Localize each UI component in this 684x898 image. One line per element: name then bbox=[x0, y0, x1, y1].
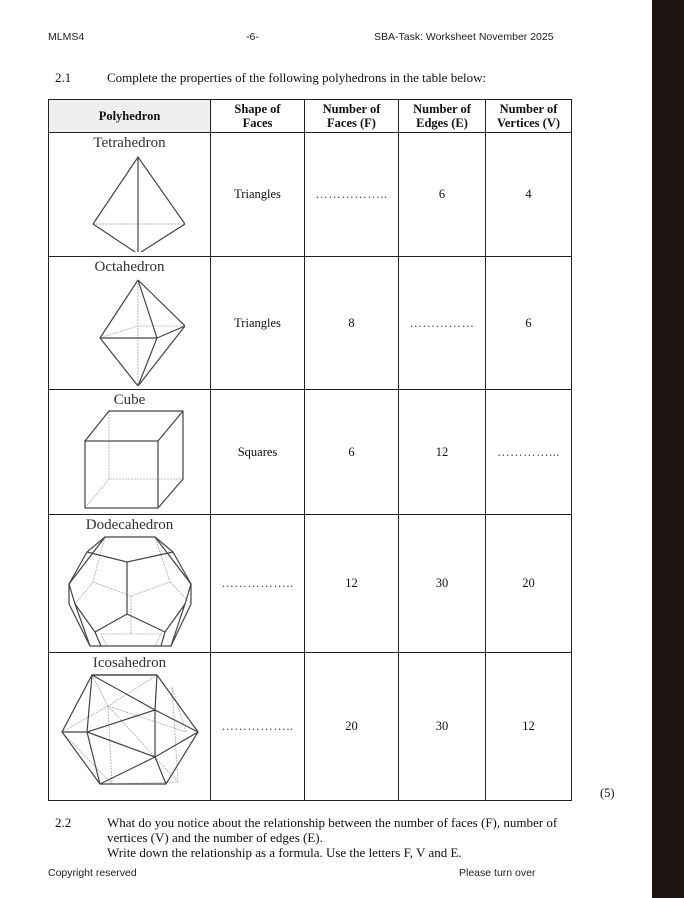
polyhedron-cell bbox=[49, 653, 211, 801]
faces-answer-blank[interactable]: …………….. bbox=[305, 133, 399, 257]
table-row bbox=[49, 515, 572, 653]
question-2-2-number: 2.2 bbox=[55, 815, 72, 830]
edges-answer-blank[interactable]: …………… bbox=[399, 257, 486, 390]
faces-cell: 12 bbox=[305, 515, 399, 653]
cube-icon bbox=[75, 409, 185, 509]
octahedron-icon bbox=[75, 276, 185, 386]
polyhedron-cell bbox=[49, 133, 211, 257]
tetrahedron-icon bbox=[75, 152, 185, 252]
faces-cell: 8 bbox=[305, 257, 399, 390]
column-header-edges: Number of Edges (E) bbox=[399, 100, 486, 133]
footer-copyright: Copyright reserved bbox=[48, 867, 137, 879]
polyhedron-name: Icosahedron bbox=[92, 655, 167, 671]
vertices-cell: 12 bbox=[486, 653, 572, 801]
edges-cell: 12 bbox=[399, 390, 486, 515]
shape-answer-blank[interactable]: …………….. bbox=[211, 653, 305, 801]
polyhedron-cell bbox=[49, 390, 211, 515]
edges-cell: 6 bbox=[399, 133, 486, 257]
table-row bbox=[49, 390, 572, 515]
polyhedron-name: Dodecahedron bbox=[85, 517, 174, 533]
question-2-2-line1: What do you notice about the relationship between the number of faces (F), number of bbox=[107, 815, 558, 830]
column-header-vertices: Number of Vertices (V) bbox=[486, 100, 572, 133]
edges-cell: 30 bbox=[399, 653, 486, 801]
table-header-row bbox=[49, 100, 572, 133]
polyhedron-cell bbox=[49, 515, 211, 653]
dodecahedron-icon bbox=[65, 534, 195, 649]
header-code: MLMS4 bbox=[48, 31, 85, 43]
faces-cell: 6 bbox=[305, 390, 399, 515]
table-row bbox=[49, 257, 572, 390]
question-2-1-text: Complete the properties of the following polyhedrons in the table below: bbox=[107, 70, 487, 85]
shape-of-faces-cell: Triangles bbox=[211, 133, 305, 257]
faces-cell: 20 bbox=[305, 653, 399, 801]
question-2-2-line3: Write down the relationship as a formula. Use the letters F, V and E. bbox=[107, 845, 462, 860]
vertices-answer-blank[interactable]: …………... bbox=[486, 390, 572, 515]
vertices-cell: 6 bbox=[486, 257, 572, 390]
page-edge-shadow bbox=[652, 0, 684, 898]
polyhedron-cell bbox=[49, 257, 211, 390]
footer-turn-over: Please turn over bbox=[459, 867, 536, 879]
column-header-polyhedron: Polyhedron bbox=[49, 100, 211, 133]
question-2-1-number: 2.1 bbox=[55, 70, 72, 85]
shape-of-faces-cell: Squares bbox=[211, 390, 305, 515]
column-header-faces: Number of Faces (F) bbox=[305, 100, 399, 133]
shape-of-faces-cell: Triangles bbox=[211, 257, 305, 390]
shape-answer-blank[interactable]: …………….. bbox=[211, 515, 305, 653]
icosahedron-icon bbox=[60, 672, 200, 790]
question-2-1-marks: (5) bbox=[600, 786, 615, 800]
vertices-cell: 4 bbox=[486, 133, 572, 257]
vertices-cell: 20 bbox=[486, 515, 572, 653]
edges-cell: 30 bbox=[399, 515, 486, 653]
table-row bbox=[49, 133, 572, 257]
column-header-shape: Shape of Faces bbox=[211, 100, 305, 133]
table-row bbox=[49, 653, 572, 801]
question-2-2-line2: vertices (V) and the number of edges (E). bbox=[107, 830, 323, 845]
polyhedron-name: Tetrahedron bbox=[93, 135, 166, 151]
polyhedron-name: Octahedron bbox=[94, 259, 165, 275]
header-title: SBA-Task: Worksheet November 2025 bbox=[374, 31, 554, 43]
header-page-number: -6- bbox=[246, 31, 259, 43]
polyhedron-table bbox=[48, 99, 572, 801]
polyhedron-name: Cube bbox=[113, 392, 146, 408]
